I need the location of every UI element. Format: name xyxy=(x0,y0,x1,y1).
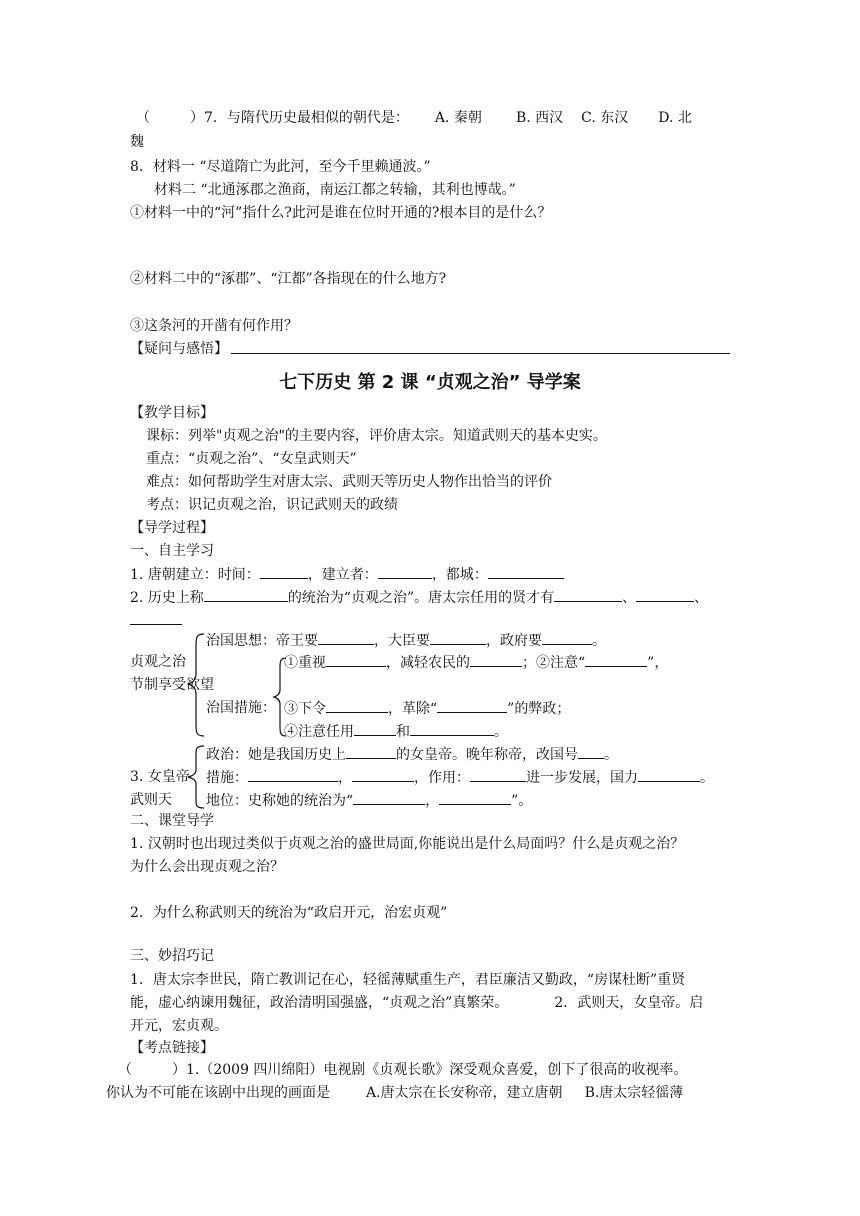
sixiang-label: 治国思想：帝王要 xyxy=(206,633,318,649)
wuzetian-brace xyxy=(186,742,208,812)
q8-material-2: 材料二 “北通涿郡之渔商，南运江都之转输，其利也博哉。” xyxy=(154,182,516,198)
blank[interactable] xyxy=(430,630,486,645)
reflect-line xyxy=(231,353,730,354)
class-q2: 2．为什么称武则天的统治为“政启开元，治宏贞观” xyxy=(130,905,448,921)
section-3-heading: 三、妙招巧记 xyxy=(130,948,214,964)
goal-kebiao: 课标：列举"贞观之治"的主要内容，评价唐太宗。知道武则天的基本史实。 xyxy=(146,428,607,444)
wz-cs-effect: ，作用： xyxy=(414,770,470,786)
cuoshi-line-4 xyxy=(284,721,508,742)
mnemonic-1-a: 1．唐太宗李世民，隋亡教训记在心，轻徭薄赋重生产，君臣廉洁又勤政，“房谋杜断”重贤 xyxy=(130,972,686,988)
blank[interactable] xyxy=(354,721,396,736)
zhenguan-label-1: 贞观之治 xyxy=(130,654,186,670)
sixiang-gov: ，政府要 xyxy=(486,633,542,649)
cuoshi-2-label: ；②注意“ xyxy=(522,655,586,671)
q7-option-c: C. 东汉 xyxy=(581,110,629,126)
fill-2-sep-end: 、 xyxy=(694,590,709,606)
blank[interactable] xyxy=(578,744,604,759)
zhenguan-label-2: 节制享受欲望 xyxy=(130,677,214,693)
q8-sub-1: ①材料一中的“河”指什么?此河是谁在位时开通的?根本目的是什么？ xyxy=(130,205,552,221)
wz-cs-sep: ， xyxy=(338,770,352,786)
goal-zhongdian: 重点：“贞观之治”、“女皇武则天” xyxy=(146,451,357,467)
mnemonic-1-b-text: 能，虚心纳谏用魏征，政治清明国强盛，“贞观之治”真繁荣。 xyxy=(130,995,509,1011)
link-q1-option-b: B.唐太宗轻徭薄 xyxy=(584,1085,684,1101)
q7-option-a: A. 秦朝 xyxy=(434,110,482,126)
wz-zz-mid: 的女皇帝。晚年称帝，改国号 xyxy=(396,747,578,763)
blank[interactable] xyxy=(470,652,522,667)
blank[interactable] xyxy=(410,721,494,736)
blank[interactable] xyxy=(585,652,647,667)
link-q1-paren: （ xyxy=(118,1062,132,1078)
process-heading: 【导学过程】 xyxy=(130,520,214,536)
blank[interactable] xyxy=(636,587,694,602)
fill-2-continuation-blank[interactable] xyxy=(130,624,182,625)
q7-option-b: B. 西汉 xyxy=(515,110,564,126)
section-1-heading: 一、自主学习 xyxy=(130,543,214,559)
cuoshi-1-label: ①重视 xyxy=(284,655,326,671)
wz-zz-label: 政治：她是我国历史上 xyxy=(206,747,346,763)
wz-zz-end: 。 xyxy=(604,747,618,763)
fill-line-2 xyxy=(130,587,708,608)
goals-heading: 【教学目标】 xyxy=(130,405,214,421)
cuoshi-line-3 xyxy=(284,698,570,719)
wz-dw-end: ”。 xyxy=(511,793,533,809)
blank[interactable] xyxy=(318,630,374,645)
fill-2-label-a: 2. 历史上称 xyxy=(130,590,204,606)
fill-line-1 xyxy=(130,564,564,585)
blank[interactable] xyxy=(326,698,388,713)
cuoshi-label: 治国措施： xyxy=(206,700,276,716)
class-q1-a: 1. 汉朝时也出现过类似于贞观之治的盛世局面,你能说出是什么局面吗？什么是贞观之治？ xyxy=(130,836,685,852)
sixiang-end: 。 xyxy=(592,633,606,649)
zhenguan-brace xyxy=(186,630,208,740)
section-2-heading: 二、课堂导学 xyxy=(130,813,214,829)
cuoshi-3-end: ”的弊政； xyxy=(507,701,571,717)
goal-kaodian: 考点：识记贞观之治，识记武则天的政绩 xyxy=(146,497,398,513)
q7-paren-close: ） xyxy=(190,110,204,126)
link-q1-option-a: A.唐太宗在长安称帝，建立唐朝 xyxy=(366,1085,563,1101)
cuoshi-3-label: ③下令 xyxy=(284,701,326,717)
cuoshi-1-mid: ，减轻农民的 xyxy=(386,655,470,671)
wuzetian-diwei xyxy=(206,790,532,811)
link-q1-prompt: 你认为不可能在该剧中出现的画面是 xyxy=(106,1085,330,1101)
wuzetian-zhengzhi xyxy=(206,744,618,765)
goal-nandian: 难点：如何帮助学生对唐太宗、武则天等历史人物作出恰当的评价 xyxy=(146,474,552,490)
blank[interactable] xyxy=(326,652,386,667)
blank[interactable] xyxy=(352,767,414,782)
blank[interactable] xyxy=(470,767,526,782)
q8-material-1: 8．材料一 “尽道隋亡为此河，至今千里赖通波。” xyxy=(130,159,431,175)
blank[interactable] xyxy=(248,767,338,782)
q7-option-d: D. 北 xyxy=(658,110,692,126)
cuoshi-4-label: ④注意任用 xyxy=(284,724,354,740)
cuoshi-2-end: ”， xyxy=(647,655,669,671)
link-heading: 【考点链接】 xyxy=(130,1040,214,1056)
sixiang-minister: ，大臣要 xyxy=(374,633,430,649)
wz-cs-mid: 进一步发展，国力 xyxy=(526,770,638,786)
q8-sub-3: ③这条河的开凿有何作用？ xyxy=(130,318,298,334)
q7-wrap: 魏 xyxy=(130,134,144,150)
cuoshi-4-end: 。 xyxy=(494,724,508,740)
mnemonic-2: 2．武则天，女皇帝。启 xyxy=(554,995,704,1011)
fill-1-label-founder: ，建立者： xyxy=(307,567,378,583)
fill-1-label-time: 1. 唐朝建立：时间： xyxy=(130,567,260,583)
q8-sub-2: ②材料二中的“涿郡”、“江都”各指现在的什么地方? xyxy=(130,271,447,287)
blank[interactable] xyxy=(554,587,622,602)
blank[interactable] xyxy=(488,564,564,579)
blank[interactable] xyxy=(437,698,507,713)
link-q1-line-1 xyxy=(118,1060,687,1080)
wz-dw-label: 地位：史称她的统治为“ xyxy=(206,793,354,809)
blank[interactable] xyxy=(378,564,432,579)
lesson-title: 七下历史 第 2 课 “贞观之治” 导学案 xyxy=(279,372,581,393)
fill-1-label-capital: ，都城： xyxy=(431,567,488,583)
q7-paren-open: （ xyxy=(136,110,150,126)
q7-text: 7．与隋代历史最相似的朝代是： xyxy=(204,110,409,126)
mnemonic-1-b xyxy=(130,993,703,1013)
wuzetian-label-2: 武则天 xyxy=(130,792,172,808)
wz-cs-label: 措施： xyxy=(206,770,248,786)
cuoshi-3-mid: ，革除“ xyxy=(388,701,438,717)
wuzetian-label-1: 3. 女皇帝 xyxy=(130,769,190,785)
link-q1-text: ）1.（2009 四川绵阳）电视剧《贞观长歌》深受观众喜爱，创下了很高的收视率。 xyxy=(172,1062,688,1078)
blank[interactable] xyxy=(346,744,396,759)
blank[interactable] xyxy=(260,564,308,579)
blank[interactable] xyxy=(353,790,425,805)
zhenguan-sixiang xyxy=(206,630,606,651)
blank[interactable] xyxy=(542,630,592,645)
link-q1-line-2 xyxy=(106,1083,683,1103)
q7-line xyxy=(136,108,692,128)
blank[interactable] xyxy=(439,790,511,805)
class-q1-b: 为什么会出现贞观之治？ xyxy=(130,859,284,875)
wz-dw-sep: ， xyxy=(425,793,440,809)
mnemonic-2-b: 开元，宏贞观。 xyxy=(130,1018,228,1034)
wuzetian-cuoshi xyxy=(206,767,714,788)
cuoshi-line-1 xyxy=(284,652,668,673)
blank[interactable] xyxy=(638,767,700,782)
wz-cs-end: 。 xyxy=(700,770,714,786)
reflect-heading: 【疑问与感悟】 xyxy=(130,341,228,357)
cuoshi-4-and: 和 xyxy=(396,724,410,740)
fill-2-sep: 、 xyxy=(622,590,637,606)
fill-2-label-b: 的统治为“贞观之治”。唐太宗任用的贤才有 xyxy=(287,590,555,606)
blank[interactable] xyxy=(204,587,288,602)
